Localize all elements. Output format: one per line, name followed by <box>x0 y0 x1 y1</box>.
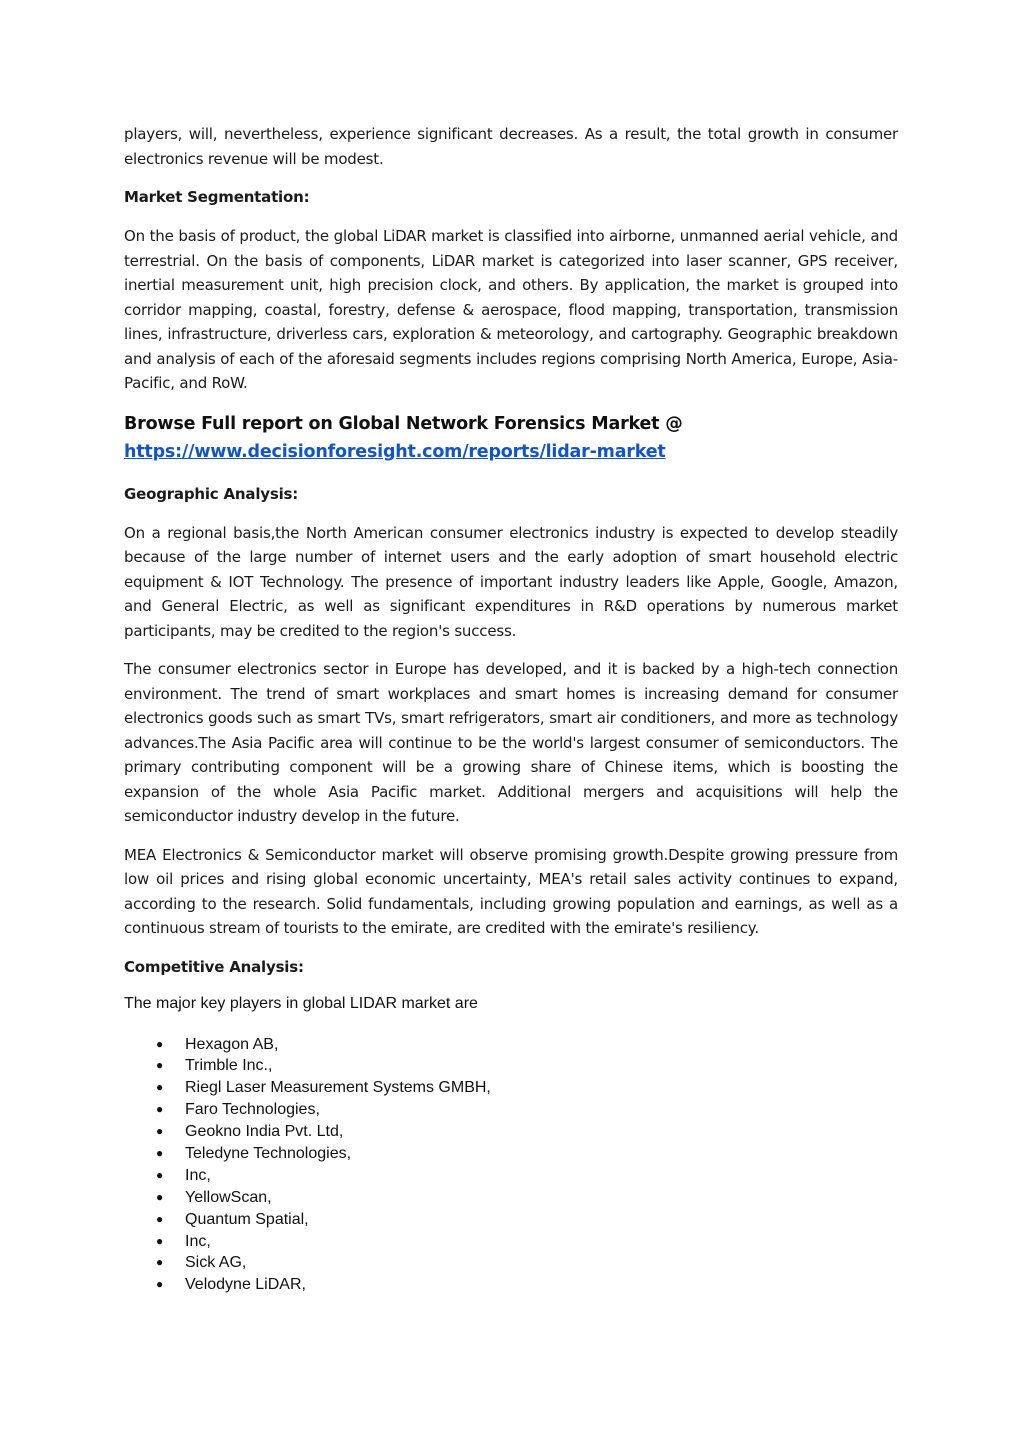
bullet-icon: ● <box>156 1145 164 1160</box>
list-item <box>124 1143 898 1165</box>
list-item <box>124 1165 898 1187</box>
bullet-icon: ● <box>156 1036 164 1051</box>
list-item <box>124 1274 898 1296</box>
bullet-icon: ● <box>156 1277 164 1292</box>
bullet-icon: ● <box>156 1255 164 1270</box>
bullet-icon: ● <box>156 1124 164 1139</box>
player-name: Faro Technologies, <box>185 1101 320 1119</box>
list-item <box>124 1209 898 1231</box>
browse-report-block <box>124 410 898 466</box>
intro-paragraph: players, will, nevertheless, experience significant decreases. As a result, the total growth in consumer electronics revenue will be modest. <box>124 125 898 168</box>
player-name: Teledyne Technologies, <box>185 1144 352 1162</box>
bullet-icon: ● <box>156 1058 164 1073</box>
geographic-paragraph-mea: MEA Electronics & Semiconductor market will observe promising growth.Despite growing pressure from low oil prices and rising global economic uncertainty, MEA's retail sales activity continues to expand, according to the research. Solid fundamentals, including growing population and earnings, as well as a continuous stream of tourists to the emirate, are credited with the emirate's resiliency. <box>124 845 898 937</box>
key-players-intro: The major key players in global LIDAR market are <box>124 994 478 1012</box>
list-item <box>124 1077 898 1099</box>
list-item <box>124 1121 898 1143</box>
key-players-list <box>124 1034 898 1297</box>
player-name: Trimble Inc., <box>185 1057 273 1075</box>
list-item <box>124 1187 898 1209</box>
player-name: Velodyne LiDAR, <box>185 1276 306 1294</box>
segmentation-paragraph: On the basis of product, the global LiDAR market is classified into airborne, unmanned aerial vehicle, and terrestrial. On the basis of components, LiDAR market is categorized into laser scanner, GPS receiver, inertial measurement unit, high precision clock, and others. By application, the market is grouped into corridor mapping, coastal, forestry, defense & aerospace, flood mapping, transportation, transmission lines, infrastructure, driverless cars, exploration & meteorology, and cartography. Geographic breakdown and analysis of each of the aforesaid segments includes regions comprising North America, Europe, Asia-Pacific, and RoW. <box>124 227 898 392</box>
geographic-paragraph-europe-apac: The consumer electronics sector in Europe has developed, and it is backed by a high-tech connection environment. The trend of smart workplaces and smart homes is increasing demand for consumer electronics goods such as smart TVs, smart refrigerators, smart air conditioners, and more as technology advances.The Asia Pacific area will continue to be the world's largest consumer of semiconductors. The primary contributing component will be a growing share of Chinese items, which is boosting the expansion of the whole Asia Pacific market. Additional mergers and acquisitions will help the semiconductor industry develop in the future. <box>124 660 898 825</box>
list-item <box>124 1055 898 1077</box>
bullet-icon: ● <box>156 1233 164 1248</box>
bullet-icon: ● <box>156 1102 164 1117</box>
geographic-paragraph-north-america: On a regional basis,the North American consumer electronics industry is expected to develop steadily because of the large number of internet users and the early adoption of smart household electric equipment & IOT Technology. The presence of important industry leaders like Apple, Google, Amazon, and General Electric, as well as significant expenditures in R&D operations by numerous market participants, may be credited to the region's success. <box>124 523 898 640</box>
bullet-icon: ● <box>156 1080 164 1095</box>
player-name: Inc, <box>185 1166 211 1184</box>
browse-report-title: Browse Full report on Global Network Forensics Market @ <box>124 413 683 434</box>
document-page <box>124 122 898 1296</box>
competitive-analysis-heading: Competitive Analysis: <box>124 957 304 976</box>
player-name: Riegl Laser Measurement Systems GMBH, <box>185 1079 491 1097</box>
bullet-icon: ● <box>156 1211 164 1226</box>
player-name: Sick AG, <box>185 1254 247 1272</box>
list-item <box>124 1231 898 1253</box>
list-item <box>124 1252 898 1274</box>
bullet-icon: ● <box>156 1167 164 1182</box>
report-link[interactable]: https://www.decisionforesight.com/reports/lidar-market <box>124 441 666 462</box>
market-segmentation-heading: Market Segmentation: <box>124 188 310 206</box>
geographic-analysis-heading: Geographic Analysis: <box>124 484 299 503</box>
player-name: YellowScan, <box>185 1188 272 1206</box>
player-name: Geokno India Pvt. Ltd, <box>185 1123 344 1141</box>
player-name: Quantum Spatial, <box>185 1210 309 1228</box>
list-item <box>124 1099 898 1121</box>
list-item <box>124 1034 898 1056</box>
player-name: Hexagon AB, <box>185 1035 279 1053</box>
player-name: Inc, <box>185 1232 211 1250</box>
bullet-icon: ● <box>156 1189 164 1204</box>
